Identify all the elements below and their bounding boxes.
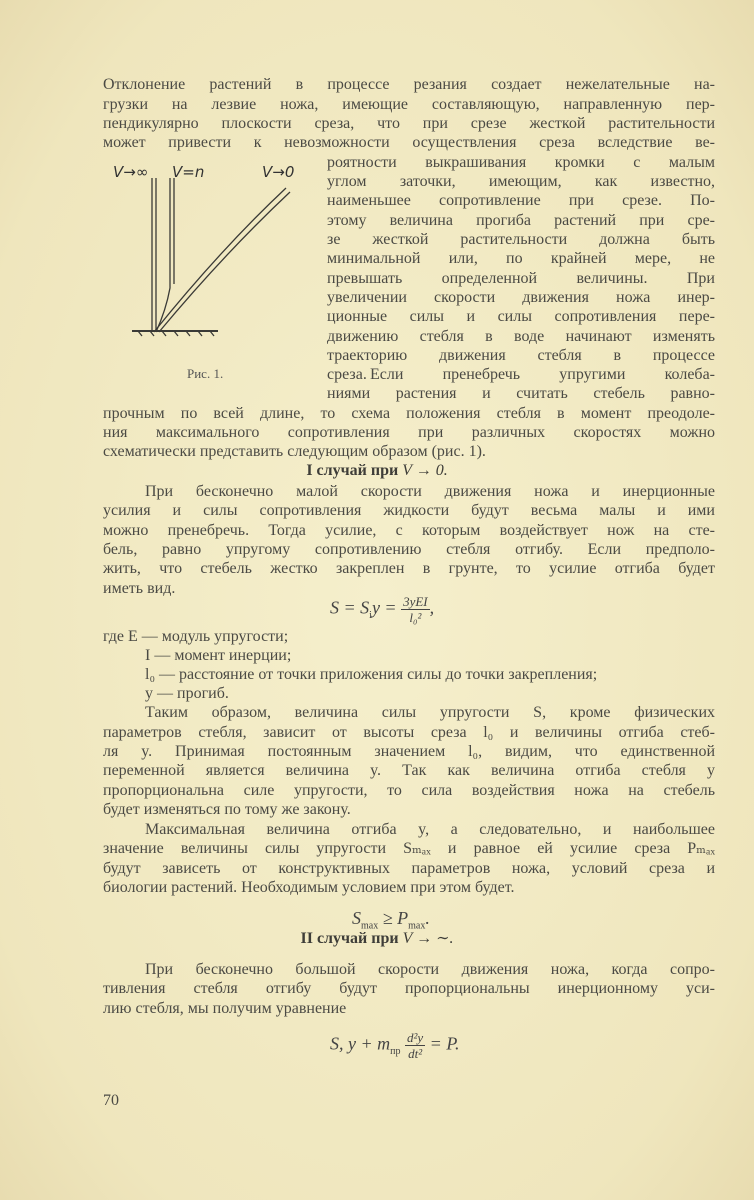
formula-sub: i	[369, 610, 372, 622]
s-sub: max	[361, 920, 379, 932]
p1-line: Отклонение растений в процессе резания создает нежелательные на-	[103, 76, 715, 93]
p4-line: будет изменяться по тому же закону.	[103, 801, 351, 818]
defs-line: y — прогиб.	[145, 685, 229, 702]
p2-line: ния максимального сопротивления при различных скоростях можно	[103, 424, 715, 441]
figure-caption: Рис. 1.	[187, 366, 224, 381]
formula-tail: ,	[429, 597, 435, 618]
page-number: 70	[103, 1092, 119, 1109]
label-v-n: V=n	[172, 163, 205, 181]
p6-line: лию стебля, мы получим уравнение	[103, 1000, 347, 1017]
p3-line: иметь вид.	[103, 580, 176, 597]
p3-line: При бесконечно малой скорости движения ножа и инерционные	[145, 483, 715, 500]
p1wrap-line: ционные силы и силы сопротивления пере-	[327, 308, 715, 325]
p6-line: При бесконечно большой скорости движения ножа, когда сопро-	[145, 961, 715, 978]
formula-lhs: S, y + m	[330, 1033, 391, 1054]
p1wrap-line: этому величина прогиба растений при сре-	[327, 212, 715, 229]
heading-text: I случай при	[306, 462, 403, 479]
p5-line: будут зависеть от конструктивных параметров ножа, условий среза и	[103, 860, 715, 877]
heading-case-2	[0, 928, 754, 948]
formula-rhs: = P.	[429, 1033, 460, 1054]
formula-tail: .	[425, 908, 430, 928]
fraction	[405, 1030, 425, 1061]
p2-line: прочным по всей длине, то схема положения стебля в момент преодоле-	[103, 405, 715, 422]
fraction	[401, 594, 430, 625]
formula-lhs: S = S	[330, 597, 370, 618]
label-v-zero: V→0	[262, 163, 295, 181]
p5-line: Максимальная величина отгиба y, а следовательно, и наибольшее	[145, 821, 715, 838]
p4-line: ля y. Принимая постоянным значением l₀, видим, что единственной	[103, 743, 715, 760]
p1wrap-line: траекторию движения стебля в процессе	[327, 347, 715, 364]
p-symbol: P	[397, 908, 409, 928]
p1wrap-line: зе жесткой растительности должна быть	[327, 231, 715, 248]
defs-line: где E — модуль упругости;	[103, 628, 289, 645]
p1wrap-line: среза.	[327, 366, 367, 383]
p3-line: можно пренебречь. Тогда усилие, с которым воздействует нож на сте-	[103, 522, 715, 539]
p1wrap-line: роятности выкрашивания кромки с малым	[327, 154, 715, 171]
p1wrap-line: минимальной или, по крайней мере, не	[327, 250, 715, 267]
p4-line: Таким образом, величина силы упругости S, кроме физических	[145, 704, 715, 721]
p5-line: значение величины силы упругости Sₘₐₓ и равное ей усилие среза Pₘₐₓ	[103, 840, 715, 857]
p5-line: биологии растений. Необходимым условием при этом будет.	[103, 879, 515, 896]
denominator: dt²	[408, 1046, 423, 1061]
p3-line: усилия и силы сопротивления жидкости будут весьма малы и ими	[103, 502, 715, 519]
p1wrap-line: увеличении скорости движения ножа инер-	[327, 289, 715, 306]
heading-math: V → 0.	[402, 462, 448, 479]
p1wrap-line: углом заточки, имеющим, как известно,	[327, 173, 715, 190]
formula-sub: пр	[390, 1046, 401, 1058]
p1-line: грузки на лезвие ножа, имеющие составляющую, направленную пер-	[103, 96, 715, 113]
p2wrap-line: Если пренебречь упругими колеба-	[370, 366, 715, 383]
defs-line: I — момент инерции;	[145, 647, 292, 664]
label-v-infinity: V→∞	[113, 163, 149, 181]
defs-line: l₀ — расстояние от точки приложения силы до точки закрепления;	[145, 666, 598, 683]
operator: ≥	[378, 908, 398, 928]
formula-mid: y =	[371, 597, 397, 618]
p1wrap-line: превышать определенной величины. При	[327, 270, 715, 287]
heading-math: V → ∼.	[402, 930, 454, 947]
numerator: d²y	[407, 1030, 424, 1045]
p3-line: жить, что стебель жестко закреплен в грунте, то усилие отгиба будет	[103, 560, 715, 577]
p1wrap-line: наименьшее сопротивление при срезе. По-	[327, 192, 715, 209]
numerator: 3yEI	[403, 594, 428, 609]
p3-line: бель, равно упругому сопротивлению стебля отгибу. Если предполо-	[103, 541, 715, 558]
heading-case-1	[0, 462, 754, 480]
heading-text: II случай при	[300, 930, 403, 947]
denominator: l₀²	[409, 610, 422, 625]
p4-line: пропорциональна силе упругости, то сила воздействия ножа на стебель	[103, 782, 715, 799]
p4-line: переменной является величина y. Так как величина отгиба стебля y	[103, 762, 715, 779]
p6-line: тивления стебля отгибу будут пропорциональны инерционному уси-	[103, 980, 715, 997]
stem-v-n	[156, 178, 170, 332]
p1-line: пендикулярно плоскости среза, что при срезе жесткой растительности	[103, 115, 715, 132]
p-sub: max	[408, 920, 426, 932]
s-symbol: S	[352, 908, 361, 928]
formula-motion-equation	[330, 1030, 460, 1061]
formula-elastic-force	[330, 594, 434, 625]
p4-line: параметров стебля, зависит от высоты среза l₀ и величины отгиба стеб-	[103, 724, 715, 741]
p2wrap-line: ниями растения и считать стебель равно-	[327, 385, 715, 402]
p1wrap-line: движению стебля в воде начинают изменять	[327, 328, 715, 345]
p2-line: схематически представить следующим образом (рис. 1).	[103, 443, 486, 460]
p1-line: может привести к невозможности осуществления среза вследствие ве-	[103, 134, 715, 151]
